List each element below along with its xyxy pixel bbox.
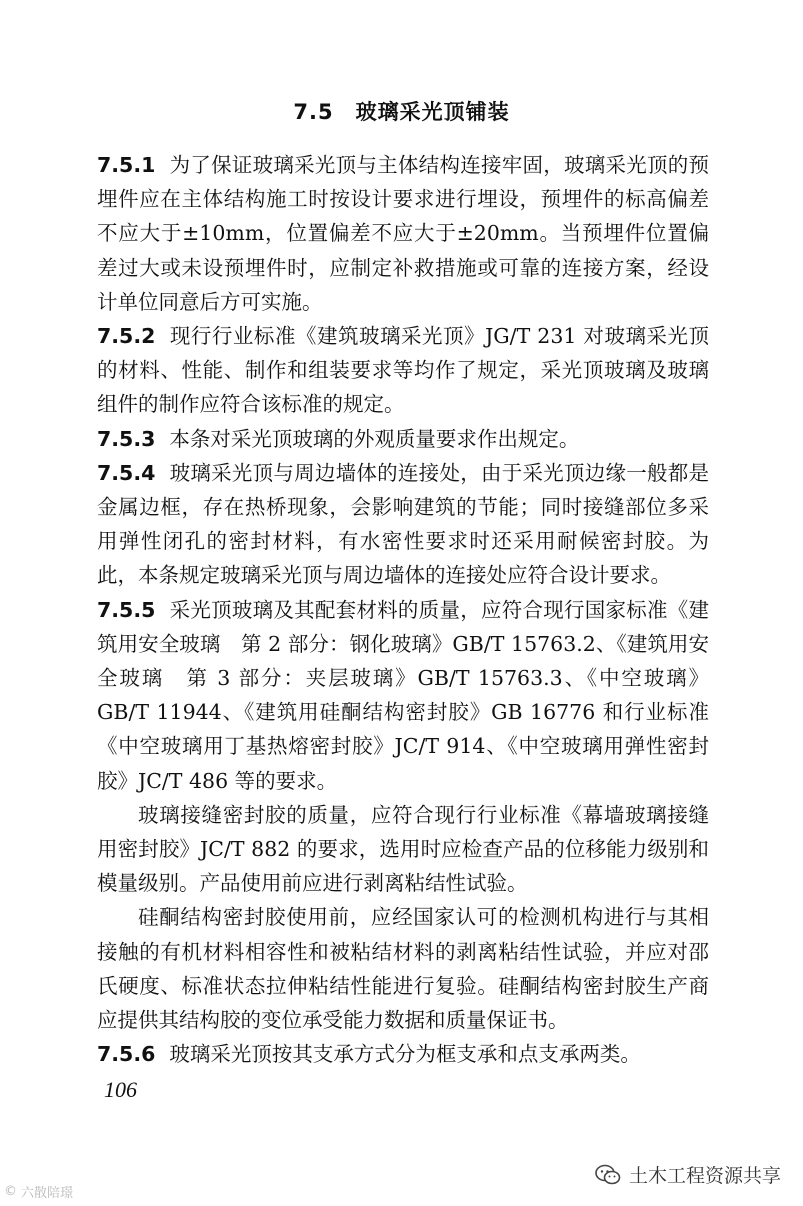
clause-number: 7.5.6 — [97, 1042, 156, 1067]
clause-text: 本条对采光顶玻璃的外观质量要求作出规定。 — [169, 426, 580, 451]
clause-paragraph — [97, 456, 709, 593]
clause-paragraph — [97, 422, 709, 456]
paragraph-text: 硅酮结构密封胶使用前，应经国家认可的检测机构进行与其相接触的有机材料相容性和被粘结材料的剥离粘结性试验，并应对邵氏硬度、标准状态拉伸粘结性能进行复验。硅酮结构密封胶生产商应提供其结构胶的变位承受能力数据和质量保证书。 — [97, 905, 709, 1033]
section-title: 玻璃采光顶铺装 — [355, 100, 510, 124]
corner-watermark — [4, 1182, 73, 1201]
clause-text: 玻璃采光顶按其支承方式分为框支承和点支承两类。 — [169, 1042, 641, 1067]
corner-watermark-text: 六散陪璟 — [21, 1186, 74, 1201]
clause-text: 采光顶玻璃及其配套材料的质量，应符合现行国家标准《建筑用安全玻璃 第 2 部分：钢化玻璃》GB/T 15763.2、《建筑用安全玻璃 第 3 部分：夹层玻璃》GB/T 15763.3、《中空玻璃》GB/T 11944、《建筑用硅酮结构密封胶》GB 16776 和行业标准《中空玻璃用丁基热熔密封胶》JC/T 914、《中空玻璃用弹性密封胶》JC/T 486 等的要求。 — [97, 597, 709, 793]
clause-paragraph — [97, 1037, 709, 1071]
body-paragraph — [97, 900, 709, 1037]
wechat-watermark — [595, 1161, 781, 1188]
clause-text: 为了保证玻璃采光顶与主体结构连接牢固，玻璃采光顶的预埋件应在主体结构施工时按设计要求进行埋设，预埋件的标高偏差不应大于±10mm，位置偏差不应大于±20mm。当预埋件位置偏差过大或未设预埋件时，应制定补救措施或可靠的连接方案，经设计单位同意后方可实施。 — [97, 153, 709, 314]
clause-paragraph — [97, 319, 709, 422]
clause-number: 7.5.4 — [97, 460, 156, 485]
clause-text: 现行行业标准《建筑玻璃采光顶》JG/T 231 对玻璃采光顶的材料、性能、制作和组装要求等均作了规定，采光顶玻璃及玻璃组件的制作应符合该标准的规定。 — [97, 324, 709, 417]
document-body — [97, 148, 709, 1071]
section-number: 7.5 — [293, 100, 334, 124]
clause-number: 7.5.3 — [97, 426, 156, 451]
clause-paragraph — [97, 593, 709, 798]
clause-number: 7.5.5 — [97, 597, 156, 622]
clause-text: 玻璃采光顶与周边墙体的连接处，由于采光顶边缘一般都是金属边框，存在热桥现象，会影响建筑的节能；同时接缝部位多采用弹性闭孔的密封材料，有水密性要求时还采用耐候密封胶。为此，本条规定玻璃采光顶与周边墙体的连接处应符合设计要求。 — [97, 460, 709, 588]
body-paragraph — [97, 798, 709, 901]
clause-number: 7.5.2 — [97, 324, 156, 349]
page-number: 106 — [104, 1077, 137, 1102]
section-heading — [0, 96, 803, 126]
paragraph-text: 玻璃接缝密封胶的质量，应符合现行行业标准《幕墙玻璃接缝用密封胶》JC/T 882 的要求，选用时应检查产品的位移能力级别和模量级别。产品使用前应进行剥离粘结性试验。 — [97, 802, 709, 896]
copyright-symbol: © — [4, 1184, 17, 1199]
clause-paragraph — [97, 148, 709, 319]
wechat-account-name: 土木工程资源共享 — [628, 1165, 781, 1187]
wechat-icon — [595, 1164, 621, 1186]
clause-number: 7.5.1 — [97, 153, 156, 177]
